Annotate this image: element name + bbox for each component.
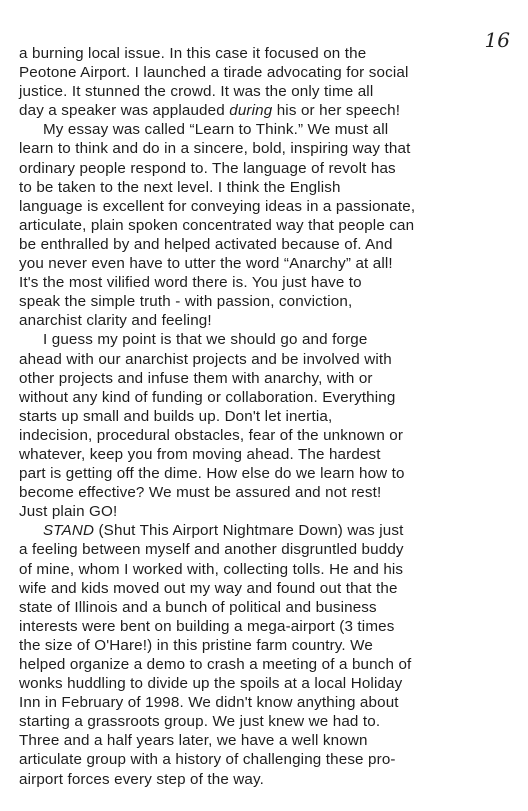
text-line: My essay was called “Learn to Think.” We must all: [43, 121, 389, 139]
text-line: language is excellent for conveying ideas in a passionate,: [19, 197, 416, 215]
text-line: a burning local issue. In this case it focused on the: [19, 45, 367, 62]
text-line: learn to think and do in a sincere, bold, inspiring way that: [19, 140, 411, 158]
text-line: of mine, whom I worked with, collecting tolls. He and his: [19, 560, 404, 578]
text-line: [19, 101, 493, 120]
text-line: whatever, keep you from moving ahead. The hardest: [19, 445, 381, 463]
text-line: Inn in February of 1998. We didn't know anything about: [19, 694, 399, 712]
text-line: articulate, plain spoken concentrated way that people can: [19, 216, 415, 234]
text-segment: (Shut This Airport Nightmare Down) was just: [94, 522, 404, 540]
italic-text: during: [229, 102, 273, 120]
text-line: ordinary people respond to. The language of revolt has: [19, 159, 396, 177]
text-line: [19, 521, 493, 540]
text-line: you never even have to utter the word “Anarchy” at all!: [19, 255, 393, 273]
text-line: interests were bent on building a mega-airport (3 times: [19, 617, 395, 635]
text-line: become effective? We must be assured and not rest!: [19, 484, 382, 502]
text-line: wonks huddling to divide up the spoils at a local Holiday: [19, 675, 403, 693]
page-number: 16: [484, 28, 510, 52]
text-line: anarchist clarity and feeling!: [19, 312, 212, 330]
text-line: articulate group with a history of challenging these pro-: [19, 751, 396, 769]
text-line: indecision, procedural obstacles, fear of the unknown or: [19, 426, 404, 444]
text-line: state of Illinois and a bunch of political and business: [19, 598, 377, 616]
text-line: ahead with our anarchist projects and be involved with: [19, 350, 392, 368]
text-line: be enthralled by and helped activated because of. And: [19, 235, 393, 253]
italic-text: STAND: [43, 522, 95, 540]
text-segment: his or her speech!: [272, 102, 401, 120]
text-line: It's the most vilified word there is. You just have to: [19, 274, 362, 292]
text-line: wife and kids moved out my way and found out that the: [19, 579, 398, 597]
text-line: starting a grassroots group. We just knew we had to.: [19, 713, 381, 731]
text-line: helped organize a demo to crash a meeting of a bunch of: [19, 656, 412, 673]
body-text: [19, 44, 493, 789]
text-segment: day a speaker was applauded: [19, 102, 230, 120]
text-line: starts up small and builds up. Don't let inertia,: [19, 407, 333, 425]
text-line: other projects and infuse them with anarchy, with or: [19, 369, 373, 387]
text-line: Peotone Airport. I launched a tirade advocating for social: [19, 64, 409, 82]
text-line: Just plain GO!: [19, 503, 118, 521]
text-line: I guess my point is that we should go and forge: [43, 331, 368, 349]
text-line: part is getting off the dime. How else do we learn how to: [19, 465, 405, 483]
text-line: airport forces every step of the way.: [19, 770, 264, 788]
text-line: Three and a half years later, we have a well known: [19, 732, 368, 750]
text-line: a feeling between myself and another disgruntled buddy: [19, 541, 404, 559]
text-line: the size of O'Hare!) in this pristine farm country. We: [19, 636, 373, 654]
text-line: speak the simple truth - with passion, conviction,: [19, 293, 353, 311]
text-line: justice. It stunned the crowd. It was the only time all: [19, 83, 374, 101]
text-line: to be taken to the next level. I think the English: [19, 178, 341, 196]
text-line: without any kind of funding or collaboration. Everything: [19, 388, 396, 406]
